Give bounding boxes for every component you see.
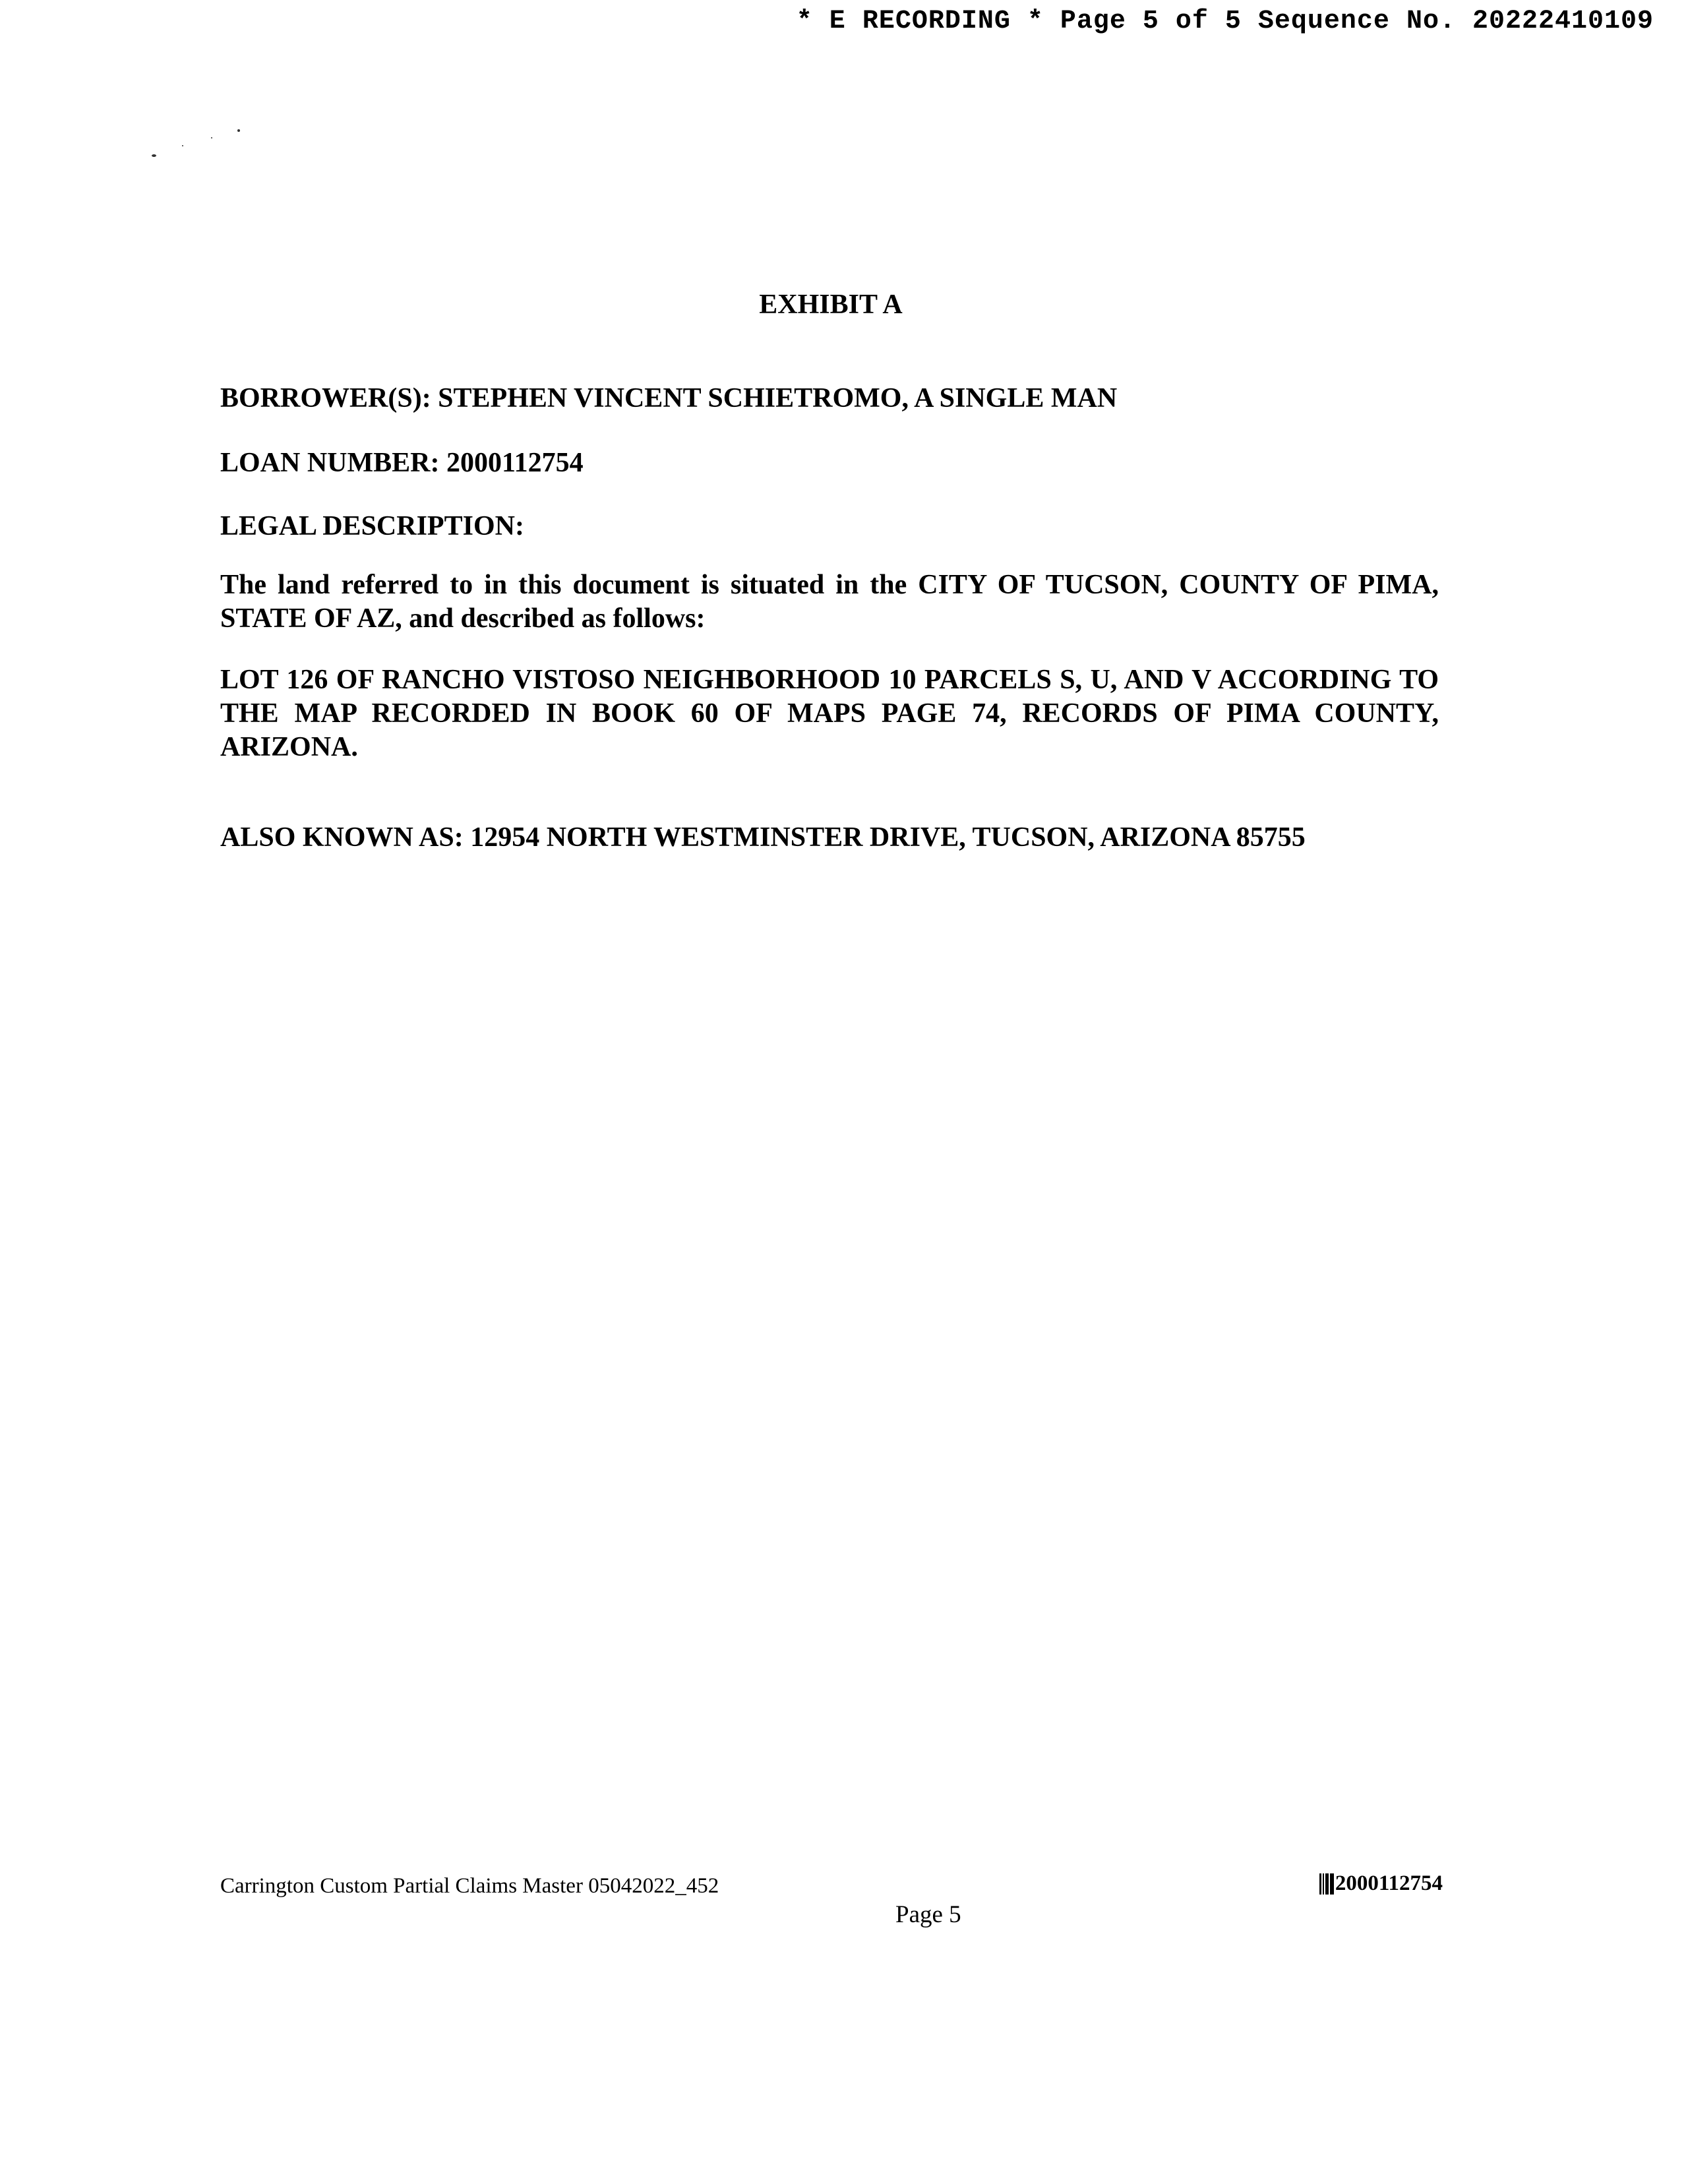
- loan-barcode: [1319, 1871, 1443, 1896]
- loan-number-line: LOAN NUMBER: 2000112754: [220, 448, 584, 478]
- scan-specks: [145, 125, 251, 165]
- recording-header: * E RECORDING * Page 5 of 5 Sequence No. 20222410109: [796, 7, 1654, 36]
- also-known-as-line: ALSO KNOWN AS: 12954 NORTH WESTMINSTER DRIVE, TUCSON, ARIZONA 85755: [220, 822, 1306, 853]
- lot-paragraph: LOT 126 OF RANCHO VISTOSO NEIGHBORHOOD 10 PARCELS S, U, AND V ACCORDING TO THE MAP RECORDED IN BOOK 60 OF MAPS PAGE 74, RECORDS OF PIMA COUNTY, ARIZONA.: [220, 665, 1439, 762]
- land-paragraph: The land referred to in this document is situated in the CITY OF TUCSON, COUNTY OF PIMA, STATE OF AZ, and described as follows:: [220, 570, 1439, 634]
- borrower-line: BORROWER(S): STEPHEN VINCENT SCHIETROMO, A SINGLE MAN: [220, 383, 1118, 413]
- form-name: Carrington Custom Partial Claims Master 05042022_452: [220, 1874, 719, 1898]
- legal-description-heading: LEGAL DESCRIPTION:: [220, 511, 524, 541]
- barcode-icon: [1319, 1873, 1334, 1895]
- page-number: Page 5: [895, 1901, 961, 1928]
- exhibit-title: EXHIBIT A: [759, 289, 903, 320]
- barcode-number: 2000112754: [1335, 1871, 1443, 1895]
